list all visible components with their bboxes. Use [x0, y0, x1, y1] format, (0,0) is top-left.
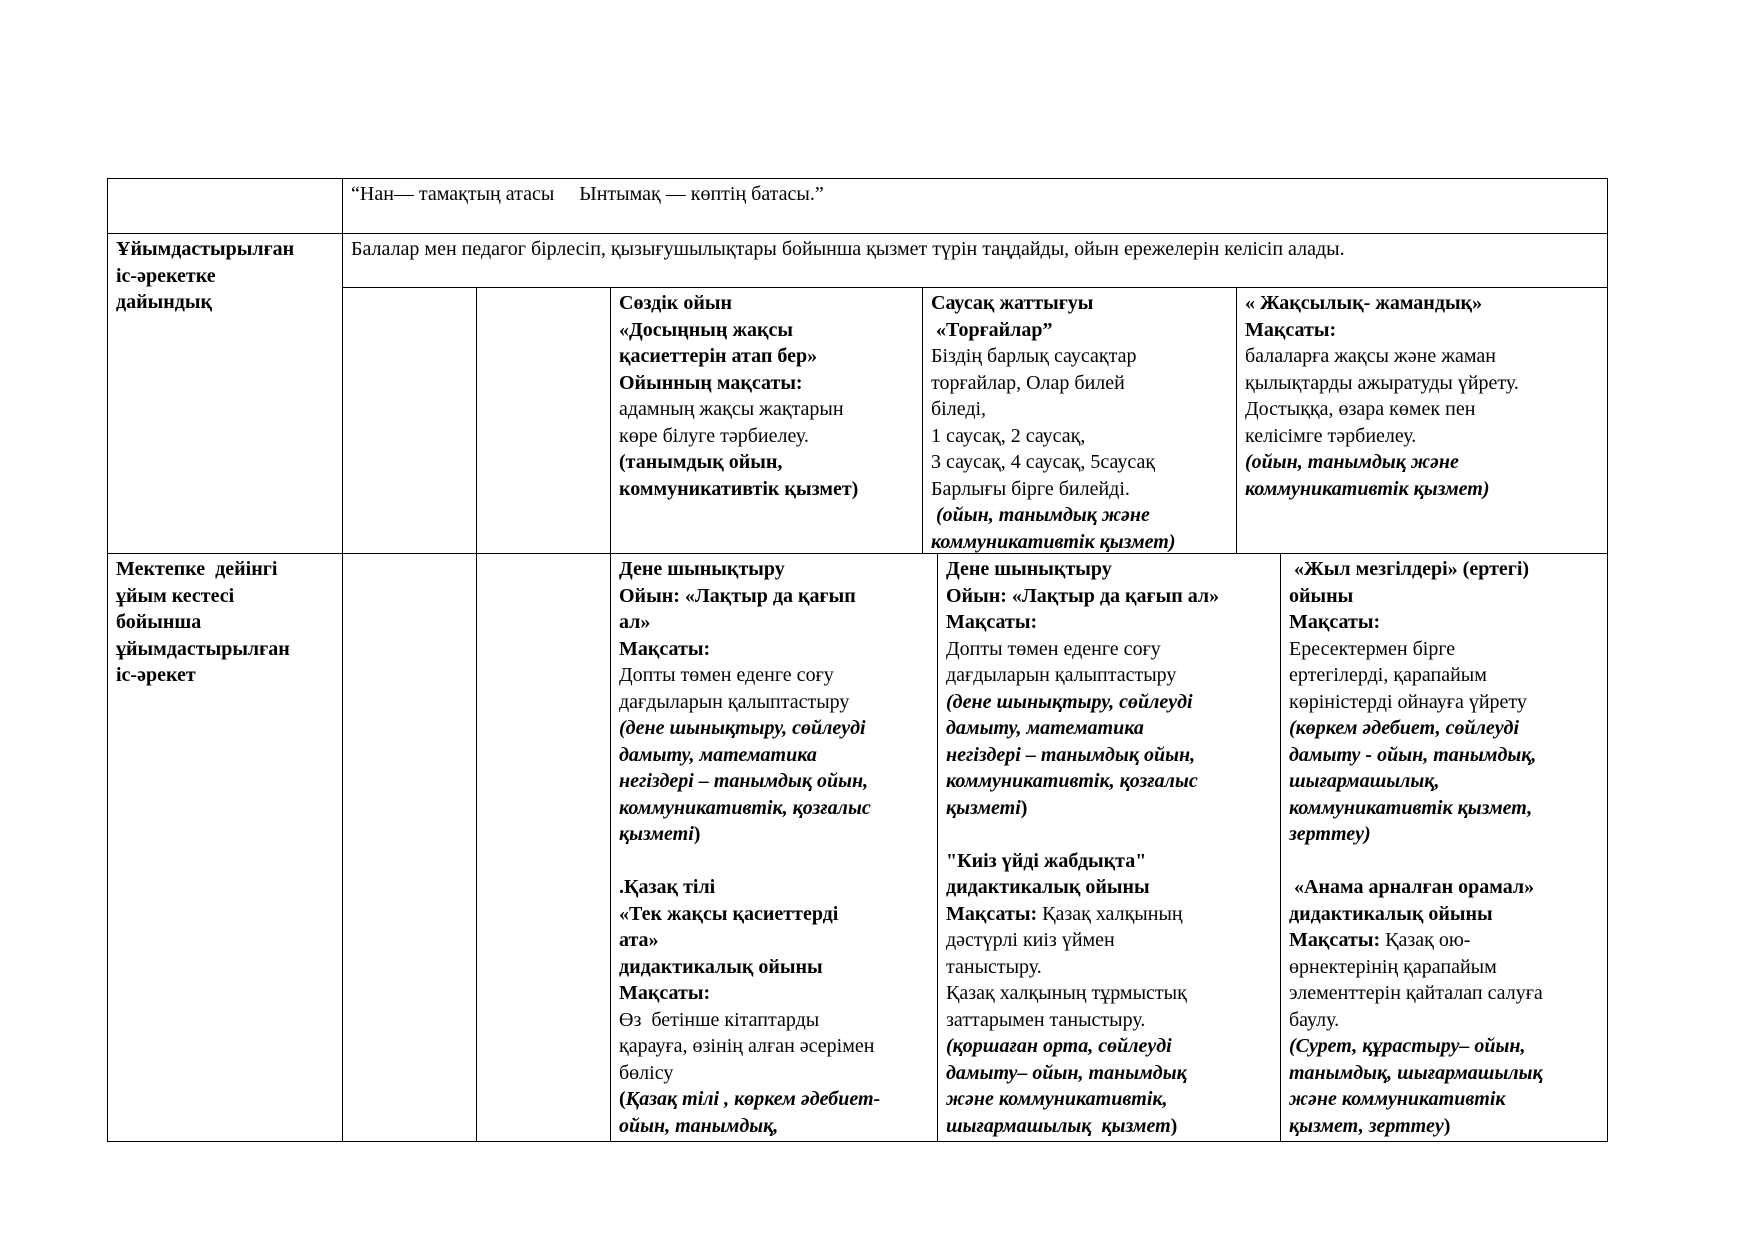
activity-tags: дамыту, математика [946, 717, 1144, 739]
activity-title: «Анама арналған орамал» [1289, 876, 1535, 898]
activity-tags: дамыту, математика [619, 743, 817, 766]
row2-label-line: дайындық [116, 291, 213, 313]
table-border-right [1607, 178, 1608, 1142]
goal-text: дағдыларын қалыптастыру [946, 664, 1177, 686]
activity-tags: негіздері – танымдық ойын, [619, 770, 869, 792]
row3-label-line: іс-әрекет [116, 664, 196, 686]
activity-title: ата» [619, 929, 659, 951]
activity-title: ойыны [1289, 584, 1354, 607]
activity-title: дидактикалық ойыны [1289, 902, 1493, 925]
activity-tags: танымдық, шығармашылық [1289, 1061, 1543, 1084]
activity-tags: ойын, танымдық, [619, 1114, 779, 1137]
closing-paren: ) [1443, 1114, 1451, 1137]
activity-tags: (ойын, танымдық және [1245, 451, 1459, 473]
goal-text: адамның жақсы жақтарын [619, 398, 844, 420]
activity-tags: коммуникативтік қызмет) [931, 530, 1176, 553]
activity-title: "Киіз үйді жабдықта" [946, 849, 1147, 872]
activity-tags: (дене шынықтыру, сөйлеуді [619, 717, 866, 739]
goal-text: қарауға, өзінің алған әсерімен [619, 1035, 875, 1057]
goal-text: дәстүрлі киіз үймен [946, 929, 1115, 951]
activity-tags: (Сурет, құрастыру– ойын, [1289, 1035, 1526, 1057]
row2-label-line: іс-әрекетке [116, 264, 216, 287]
good-bad-game-title: « Жақсылық- жамандық» [1245, 292, 1483, 314]
goal-text: Допты төмен еденге соғу [946, 637, 1161, 660]
activity-tags: (ойын, танымдық және [931, 504, 1150, 526]
good-bad-game-cell [1236, 287, 1607, 553]
activity-title: «Жыл мезгілдері» (ертегі) [1289, 558, 1530, 580]
row3-col2-cell [476, 553, 610, 1141]
activity-tags: шығармашылық қызмет [946, 1114, 1171, 1137]
finger-exercise-text: торғайлар, Олар билей [931, 371, 1125, 394]
goal-label: Мақсаты: [1289, 611, 1381, 633]
seasons-scarf-cell [1280, 553, 1607, 1141]
row3-label-cell [107, 553, 342, 1141]
word-game-title: «Досыңның жақсы [619, 318, 793, 341]
word-game-cell [610, 287, 922, 553]
activity-tags: Қазақ тілі , көркем әдебиет- [625, 1088, 881, 1110]
activity-tags: (танымдық ойын, [619, 451, 783, 473]
activity-tags: (көркем әдебиет, сөйлеуді [1289, 717, 1520, 739]
finger-exercise-title: «Торғайлар” [931, 318, 1053, 341]
word-game-title: қасиеттерін атап бер» [619, 345, 818, 367]
goal-text: Қазақ ою- [1380, 929, 1471, 951]
closing-paren: ) [1170, 1114, 1178, 1137]
activity-tags: қызмет, зерттеу [1289, 1114, 1444, 1137]
goal-label: Ойынның мақсаты: [619, 371, 803, 394]
goal-text: бөлісу [619, 1061, 674, 1084]
goal-text: Қазақ халқының тұрмыстық [946, 982, 1187, 1004]
activity-tags: шығармашылық, [1289, 770, 1440, 792]
row1-label-cell [107, 178, 342, 233]
activity-tags: коммуникативтік қызмет) [619, 477, 859, 500]
goal-text: Достыққа, өзара көмек пен [1245, 398, 1476, 420]
closing-paren: ) [1020, 796, 1028, 819]
goal-label: Мақсаты: [1245, 318, 1337, 341]
activity-tags: қызметі [946, 796, 1021, 819]
activity-title: .Қазақ тілі [619, 876, 716, 898]
finger-exercise-text: 3 саусақ, 4 саусақ, 5саусақ [931, 451, 1156, 473]
goal-label: Мақсаты: [619, 982, 711, 1004]
goal-text: балаларға жақсы және жаман [1245, 345, 1496, 367]
row3-label-line: ұйым кестесі [116, 584, 235, 607]
finger-exercise-title: Саусақ жаттығуы [931, 292, 1094, 314]
row3-label-line: Мектепке дейінгі [116, 558, 278, 580]
activity-tags: негіздері – танымдық ойын, [946, 743, 1196, 766]
goal-text: дағдыларын қалыптастыру [619, 690, 850, 713]
activity-title: Ойын: «Лақтыр да қағып [619, 584, 856, 607]
goal-text: элементтерін қайталап салуға [1289, 982, 1543, 1004]
finger-exercise-text: 1 саусақ, 2 саусақ, [931, 424, 1086, 447]
goal-text: таныстыру. [946, 955, 1042, 978]
word-game-title: Сөздік ойын [619, 292, 732, 314]
activity-title: Дене шынықтыру [946, 558, 1112, 580]
goal-text: Өз бетінше кітаптарды [619, 1008, 820, 1031]
opening-paren: ( [619, 1088, 626, 1110]
goal-text: көріністерді ойнауға үйрету [1289, 690, 1527, 713]
activity-tags: қызметі [619, 823, 694, 845]
proverb-cell [342, 178, 1607, 233]
activity-title: ал» [619, 611, 651, 633]
row2-col1-cell [342, 287, 476, 553]
row2-description-cell [342, 233, 1607, 287]
activity-title: Ойын: «Лақтыр да қағып ал» [946, 584, 1220, 607]
goal-text: Ересектермен бірге [1289, 637, 1456, 660]
proverb-text: “Нан— тамақтың атасы Ынтымақ — көптің батасы.” [351, 183, 824, 205]
row2-label-line: Ұйымдастырылған [116, 238, 295, 260]
goal-label: Мақсаты: [619, 637, 711, 660]
closing-paren: ) [693, 823, 701, 845]
row3-label-line: ұйымдастырылған [116, 637, 290, 660]
goal-text: баулу. [1289, 1008, 1340, 1031]
goal-label: Мақсаты: [1289, 929, 1381, 951]
goal-label: Мақсаты: [946, 902, 1038, 925]
activity-tags: зерттеу) [1289, 823, 1371, 845]
goal-text: көре білуге тәрбиелеу. [619, 424, 809, 447]
activity-tags: коммуникативтік, қозғалыс [946, 770, 1198, 792]
goal-text: заттарымен таныстыру. [946, 1008, 1146, 1031]
activity-tags: дамыту - ойын, танымдық, [1289, 743, 1537, 766]
row2-description-text: Балалар мен педагог бірлесіп, қызығушылықтары бойынша қызмет түрін таңдайды, ойын ережелерін келісіп алады. [351, 238, 1345, 260]
finger-exercise-text: біледі, [931, 398, 987, 420]
row2-col2-cell [476, 287, 610, 553]
row3-col1-cell [342, 553, 476, 1141]
goal-text: Допты төмен еденге соғу [619, 664, 834, 686]
goal-text: Қазақ халқының [1037, 902, 1183, 925]
activity-tags: коммуникативтік, қозғалыс [619, 796, 871, 819]
activity-tags: және коммуникативтік [1289, 1088, 1506, 1110]
activity-title: «Тек жақсы қасиеттерді [619, 902, 839, 925]
pe-yurt-cell [937, 553, 1280, 1141]
goal-label: Мақсаты: [946, 611, 1038, 633]
goal-text: қылықтарды ажыратуды үйрету. [1245, 371, 1519, 394]
activity-tags: (дене шынықтыру, сөйлеуді [946, 690, 1193, 713]
goal-text: ертегілерді, қарапайым [1289, 664, 1487, 686]
activity-tags: және коммуникативтік, [946, 1088, 1168, 1110]
row2-label-cell [107, 233, 342, 553]
activity-title: дидактикалық ойыны [619, 955, 823, 978]
activity-title: Дене шынықтыру [619, 558, 785, 580]
row3-label-line: бойынша [116, 611, 202, 633]
activity-tags: коммуникативтік қызмет, [1289, 796, 1533, 819]
activity-tags: коммуникативтік қызмет) [1245, 477, 1490, 500]
pe-kazakh-cell [610, 553, 937, 1141]
finger-exercise-cell [922, 287, 1236, 553]
goal-text: өрнектерінің қарапайым [1289, 955, 1497, 978]
table-border-bottom [107, 1141, 1608, 1142]
finger-exercise-text: Біздің барлық саусақтар [931, 345, 1137, 367]
goal-text: келісімге тәрбиелеу. [1245, 424, 1417, 447]
activity-tags: дамыту– ойын, танымдық [946, 1061, 1187, 1084]
activity-tags: (қоршаған орта, сөйлеуді [946, 1035, 1172, 1057]
finger-exercise-text: Барлығы бірге билейді. [931, 477, 1130, 500]
activity-title: дидактикалық ойыны [946, 876, 1150, 898]
